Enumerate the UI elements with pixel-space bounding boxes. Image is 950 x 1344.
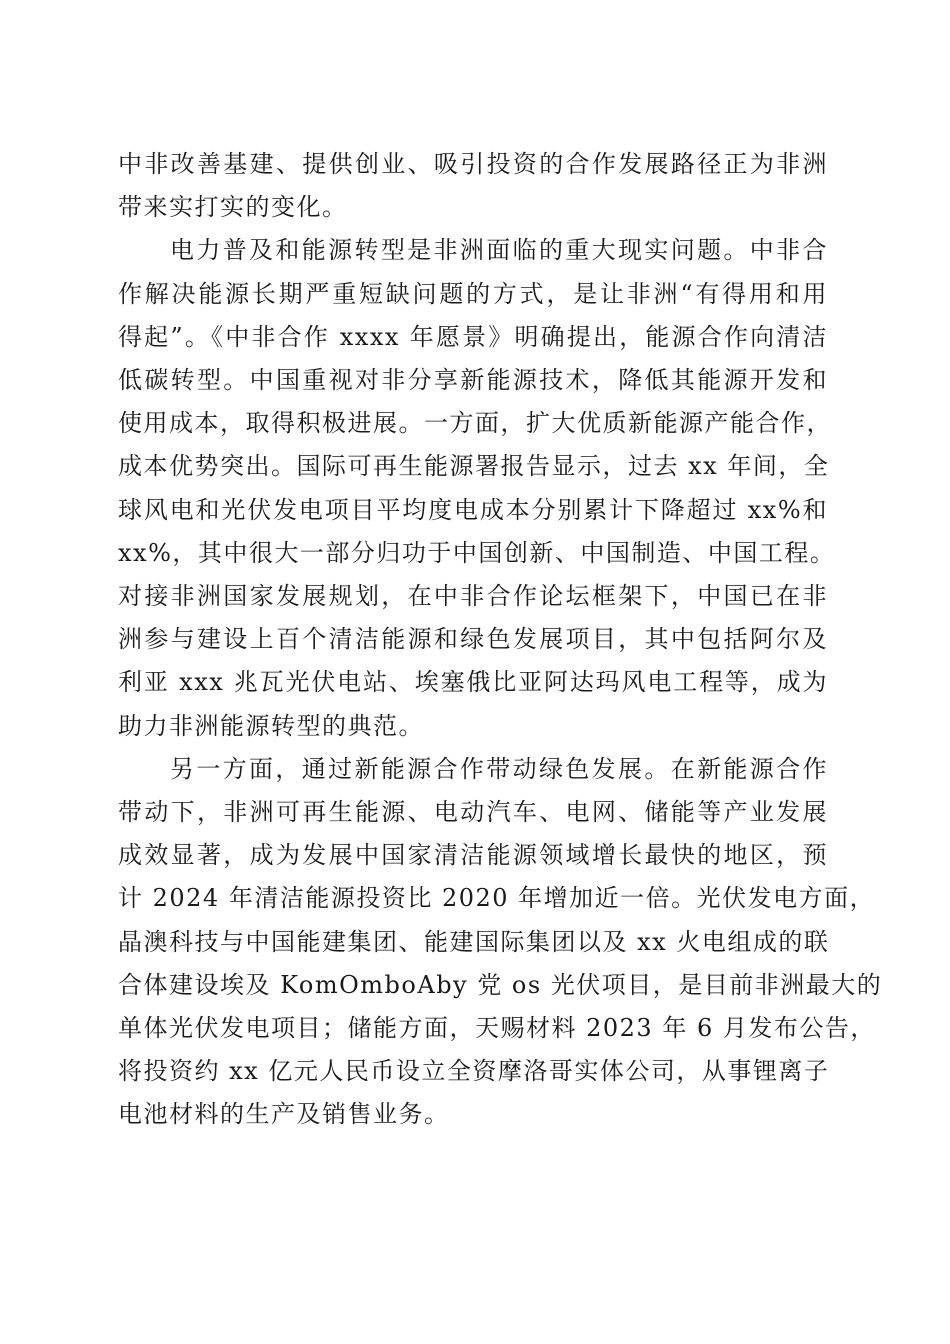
- text-line: 球风电和光伏发电项目平均度电成本分别累计下降超过 xx%和: [118, 495, 828, 524]
- text-line: 对接非洲国家发展规划，在中非合作论坛框架下，中国已在非: [118, 582, 828, 611]
- document-body: [118, 143, 883, 1137]
- paragraph-3: [118, 748, 883, 1137]
- text-line: 使用成本，取得积极进展。一方面，扩大优质新能源产能合作，: [118, 409, 832, 438]
- text-line: 成本优势突出。国际可再生能源署报告显示，过去 xx 年间，全: [118, 452, 830, 481]
- text-line: 电力普及和能源转型是非洲面临的重大现实问题。中非合: [170, 236, 828, 265]
- text-line: 单体光伏发电项目；储能方面，天赐材料 2023 年 6 月发布公告，: [118, 1014, 876, 1043]
- text-line: 中非改善基建、提供创业、吸引投资的合作发展路径正为非洲: [118, 150, 828, 178]
- text-line: 将投资约 xx 亿元人民币设立全资摩洛哥实体公司，从事锂离子: [118, 1057, 830, 1086]
- text-line: 带来实打实的变化。: [118, 193, 348, 222]
- text-line: xx%，其中很大一部分归功于中国创新、中国制造、中国工程。: [118, 538, 836, 567]
- text-line: 作解决能源长期严重短缺问题的方式，是让非洲“有得用和用: [118, 279, 828, 308]
- text-line: 利亚 xxx 兆瓦光伏电站、埃塞俄比亚阿达玛风电工程等，成为: [118, 668, 828, 697]
- text-line: 另一方面，通过新能源合作带动绿色发展。在新能源合作: [170, 754, 828, 783]
- text-line: 带动下，非洲可再生能源、电动汽车、电网、储能等产业发展: [118, 798, 828, 827]
- text-line: 低碳转型。中国重视对非分享新能源技术，降低其能源开发和: [118, 366, 828, 395]
- text-line: 晶澳科技与中国能建集团、能建国际集团以及 xx 火电组成的联: [118, 927, 830, 956]
- paragraph-1: [118, 143, 828, 229]
- text-line: 合体建设埃及 KomOmboAby 党 os 光伏项目，是目前非洲最大的: [118, 970, 883, 999]
- text-line: 得起”。《中非合作 xxxx 年愿景》明确提出，能源合作向清洁: [118, 322, 828, 351]
- text-line: 计 2024 年清洁能源投资比 2020 年增加近一倍。光伏发电方面，: [118, 884, 876, 913]
- paragraph-2: [118, 229, 836, 747]
- text-line: 助力非洲能源转型的典范。: [118, 711, 424, 740]
- text-line: 电池材料的生产及销售业务。: [118, 1100, 450, 1129]
- text-line: 洲参与建设上百个清洁能源和绿色发展项目，其中包括阿尔及: [118, 625, 828, 654]
- text-line: 成效显著，成为发展中国家清洁能源领域增长最快的地区，预: [118, 841, 828, 870]
